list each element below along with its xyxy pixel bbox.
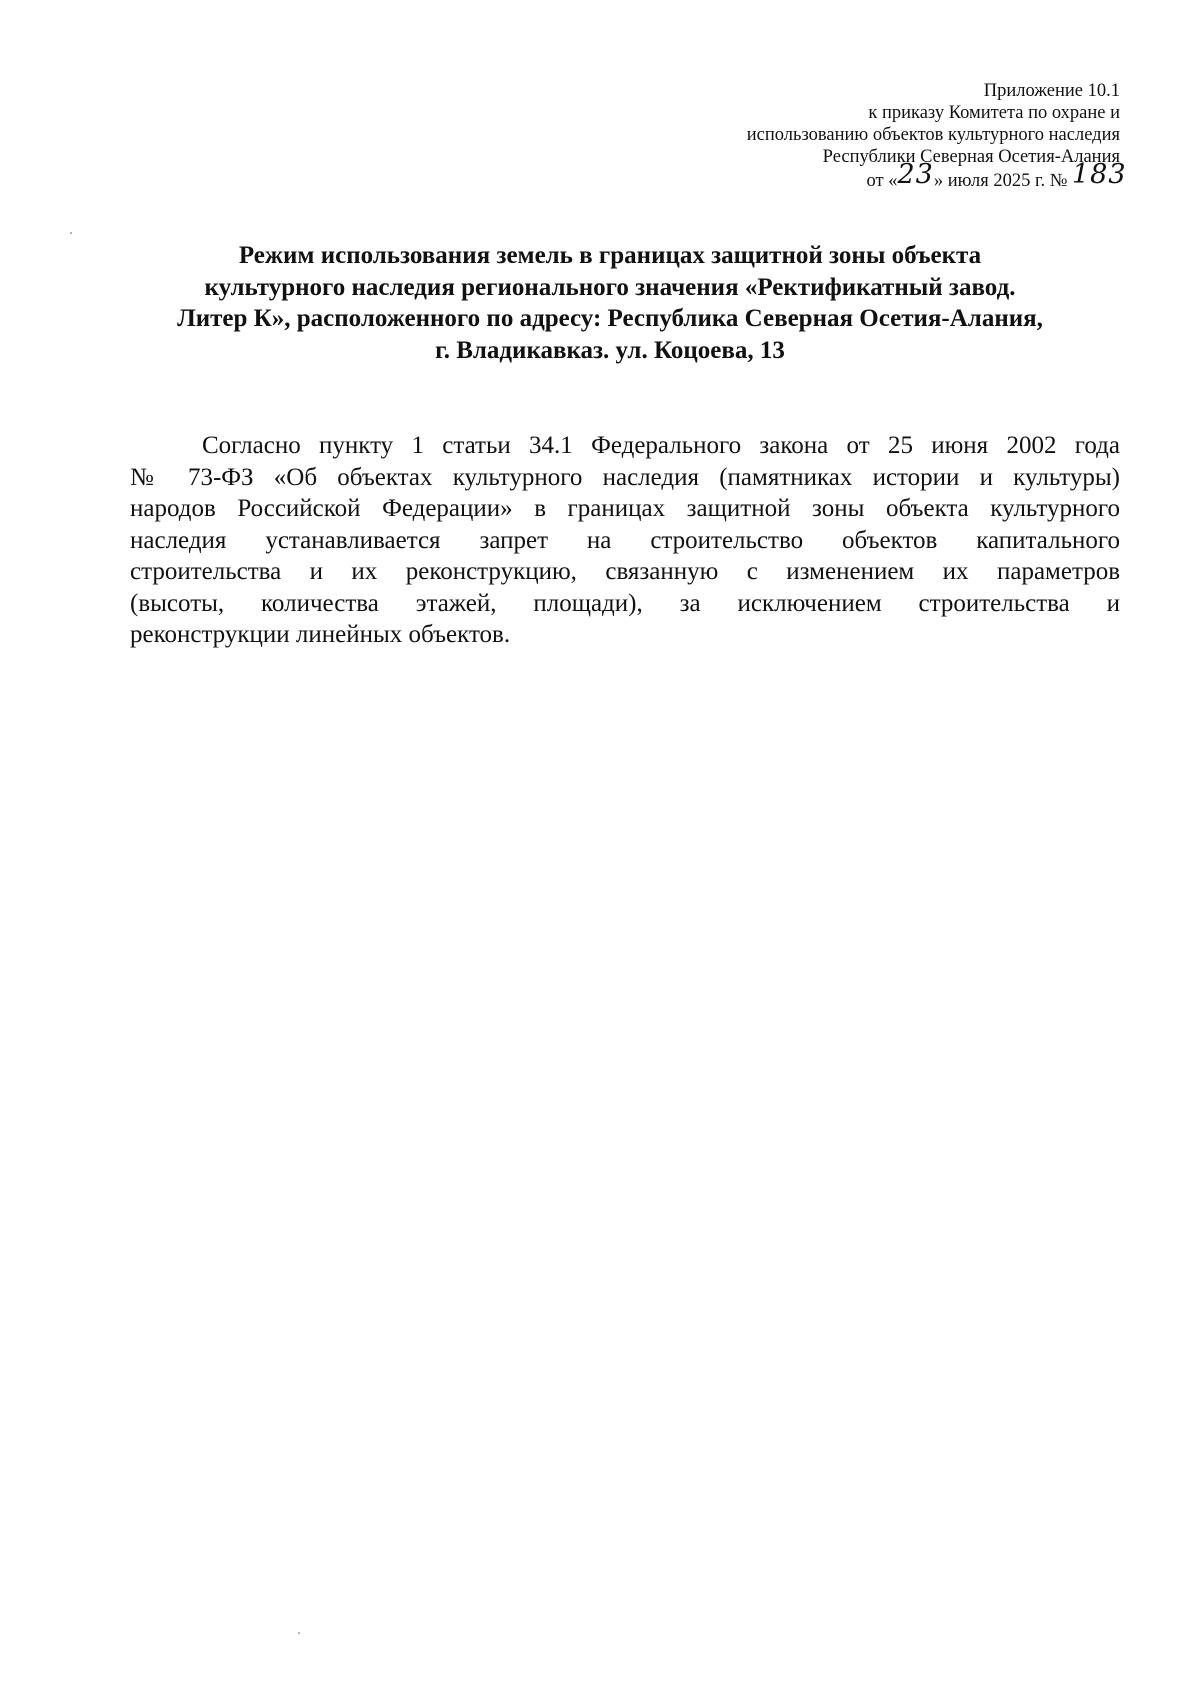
title-line: культурного наследия регионального значения «Ректификатный завод.	[204, 273, 1016, 301]
scan-speck	[70, 232, 72, 234]
scan-speck	[298, 1632, 300, 1634]
appendix-number: Приложение 10.1	[983, 81, 1120, 101]
date-suffix: » июля 2025 г. №	[933, 171, 1068, 191]
body-line: строительства и их реконструкцию, связанную с изменением их параметров	[130, 558, 1120, 585]
handwritten-order-number: 183	[1072, 159, 1127, 190]
body-line: наследия устанавливается запрет на строительство объектов капитального	[130, 526, 1120, 554]
title-line: Режим использования земель в границах защитной зоны объекта	[238, 242, 982, 269]
body-line: Согласно пункту 1 статьи 34.1 Федерального закона от 25 июня 2002 года	[202, 432, 1120, 459]
appendix-header	[600, 80, 1127, 192]
body-line: народов Российской Федерации» в границах защитной зоны объекта культурного	[130, 495, 1120, 522]
appendix-line-republic: Республики Северная Осетия-Алания	[822, 147, 1120, 167]
title-line: г. Владикавказ. ул. Коцоева, 13	[435, 336, 785, 364]
appendix-date-line	[600, 159, 1127, 192]
body-line: № 73-ФЗ «Об объектах культурного наследия (памятниках истории и культуры)	[130, 463, 1120, 491]
body-paragraph	[130, 430, 1120, 651]
title-line: Литер К», расположенного по адресу: Республика Северная Осетия-Алания,	[177, 305, 1043, 332]
date-prefix: от «	[866, 171, 898, 191]
appendix-line-committee: использованию объектов культурного наследия	[746, 125, 1120, 145]
appendix-line-order: к приказу Комитета по охране и	[868, 103, 1120, 123]
body-line: (высоты, количества этажей, площади), за исключением строительства и	[130, 589, 1120, 617]
document-title	[110, 240, 1110, 366]
handwritten-day: 23	[897, 159, 934, 190]
body-line: реконструкции линейных объектов.	[130, 621, 511, 648]
